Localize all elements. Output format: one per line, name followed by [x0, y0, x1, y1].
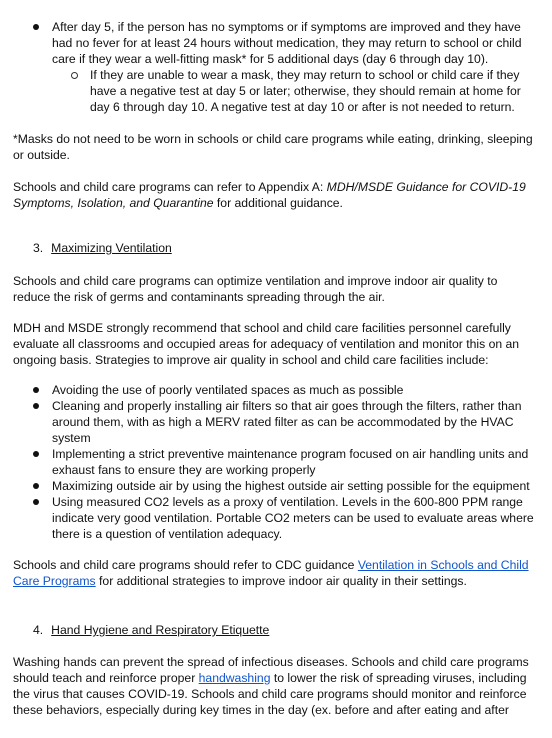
return-after-day5-bullet: After day 5, if the person has no symptoms or if symptoms are improved and they have had no fever for at least 24 hours without medication, they may return to school or child care if they wear a well-fitting mask* for 5 additional days (day 6 through day 10). [52, 20, 522, 66]
bullet-dot [33, 451, 39, 457]
strategy-item: Cleaning and properly installing air filters so that air goes through the filters, rather than around them, with as high a MERV rated filter as can be accommodated by the HVAC system [52, 399, 522, 445]
strategy-item: Avoiding the use of poorly ventilated spaces as much as possible [52, 383, 404, 397]
ventilation-intro: Schools and child care programs can optimize ventilation and improve indoor air quality to reduce the risk of germs and contaminants spreading through the air. [13, 274, 498, 304]
section-4-heading: 4. Hand Hygiene and Respiratory Etiquette [33, 623, 270, 637]
strategy-item: Implementing a strict preventive maintenance program focused on air handling units and exhaust fans to ensure they are working properly [52, 447, 529, 477]
handwashing-paragraph: Washing hands can prevent the spread of infectious diseases. Schools and child care programs should teach and reinforce proper handwashing to lower the risk of spreading viruses, including the virus that causes COVID-19. Schools and child care programs should monitor and reinforce these behaviors, especially during key times in the day (ex. before and after eating and after [13, 655, 529, 717]
sub-bullet-circle [71, 72, 78, 79]
appendix-title: MDH/MSDE Guidance for COVID-19 Symptoms, Isolation, and Quarantine [13, 180, 526, 210]
bullet-dot [33, 403, 39, 409]
section-3-heading: 3. Maximizing Ventilation [33, 241, 172, 255]
negative-test-subbullet: If they are unable to wear a mask, they may return to school or child care if they have a negative test at day 5 or later; otherwise, they should remain at home for day 6 through day 10. A negative test at day 10 or after is not needed to return. [90, 68, 521, 114]
strategy-item: Maximizing outside air by using the highest outside air setting possible for the equipment [52, 479, 530, 493]
strategy-item: Using measured CO2 levels as a proxy of ventilation. Levels in the 600-800 PPM range indicate very good ventilation. Portable CO2 meters can be used to evaluate areas where there is a question of ventilation adequacy. [52, 495, 534, 541]
bullet-dot [33, 24, 39, 30]
bullet-dot [33, 499, 39, 505]
bullet-dot [33, 387, 39, 393]
appendix-reference: Schools and child care programs can refer to Appendix A: MDH/MSDE Guidance for COVID-19 Symptoms, Isolation, and Quarantine for additional guidance. [13, 180, 526, 210]
handwashing-link[interactable]: handwashing [198, 671, 271, 685]
ventilation-recommendation: MDH and MSDE strongly recommend that school and child care facilities personnel carefully evaluate all classrooms and occupied areas for adequacy of ventilation and monitor this on an ongoing basis. Strategies to improve air quality in school and child care facilities include: [13, 321, 520, 367]
cdc-ventilation-link[interactable]: Ventilation in Schools and Child Care Programs [13, 558, 529, 588]
cdc-guidance: Schools and child care programs should refer to CDC guidance Ventilation in Schools and Child Care Programs for additional strategies to improve indoor air quality in their settings. [13, 558, 529, 588]
masks-note: *Masks do not need to be worn in schools or child care programs while eating, drinking, sleeping or outside. [13, 132, 533, 162]
bullet-dot [33, 483, 39, 489]
